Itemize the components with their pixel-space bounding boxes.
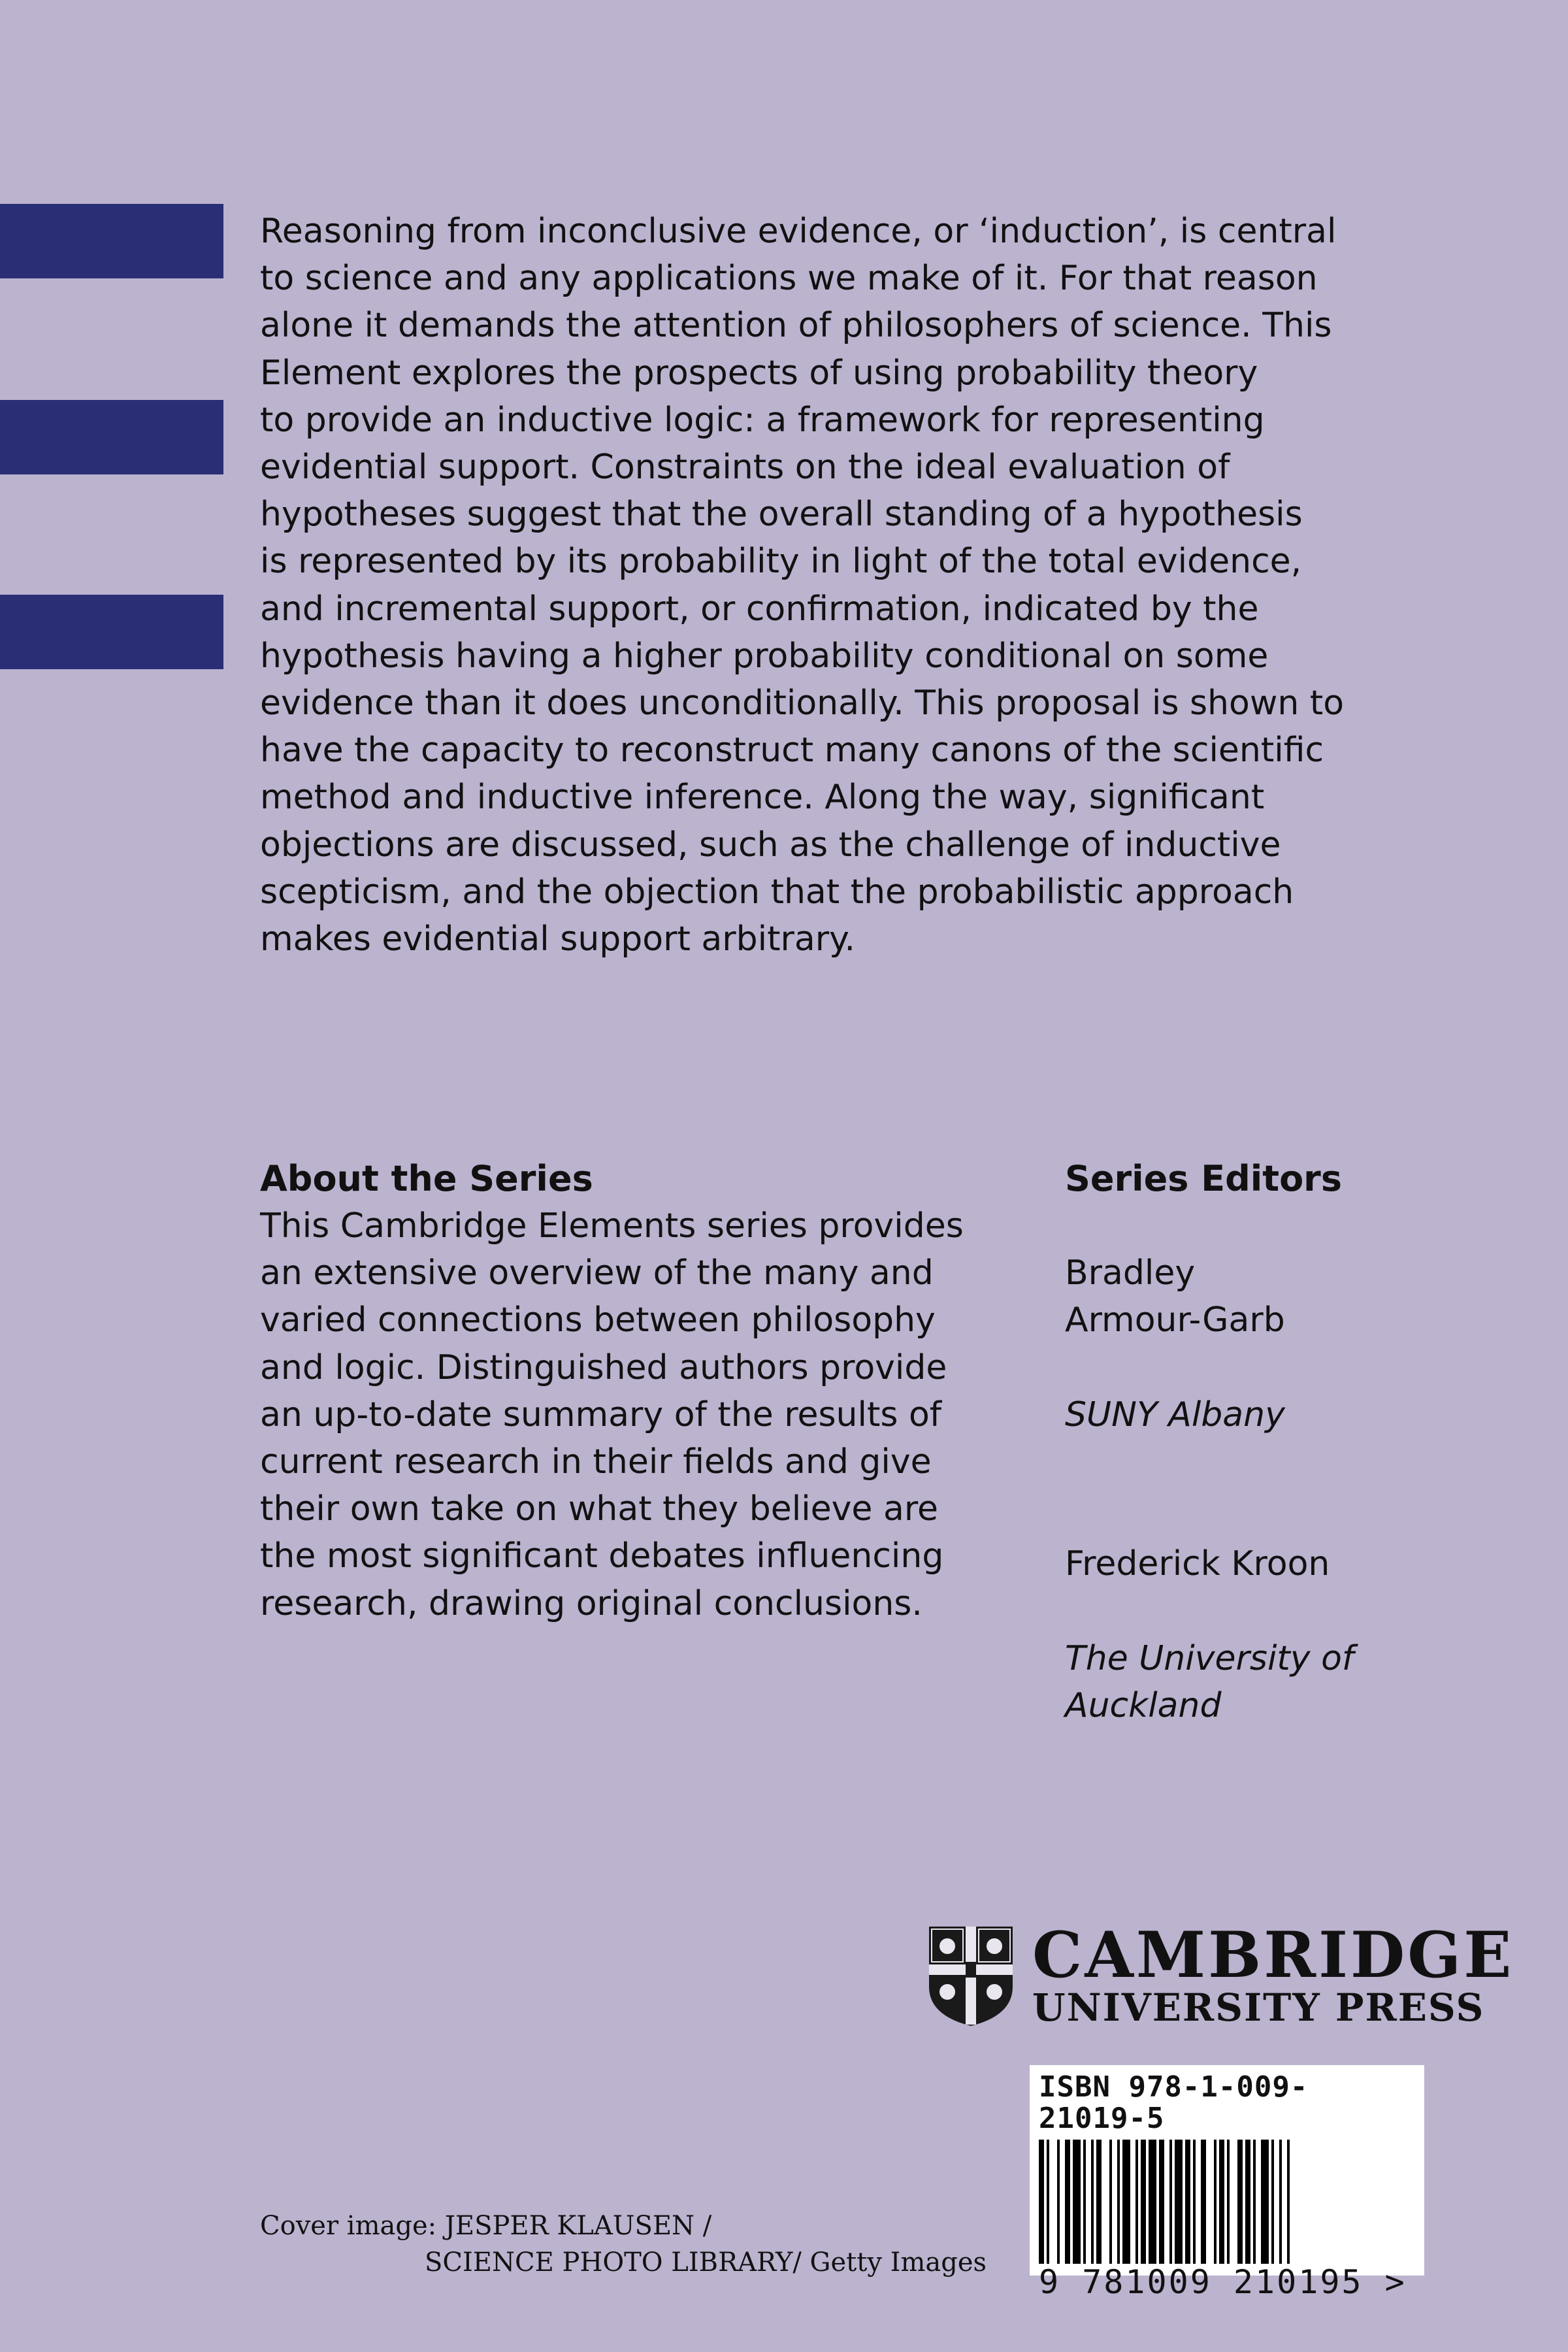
decor-bar-3	[0, 595, 223, 669]
editor-2	[1065, 1493, 1457, 1776]
credit-line-2: SCIENCE PHOTO LIBRARY/ Getty Images	[425, 2247, 987, 2277]
publisher-sub: UNIVERSITY PRESS	[1032, 1985, 1485, 2030]
series-editors	[1065, 1155, 1457, 1776]
cambridge-shield-icon	[926, 1924, 1015, 2029]
isbn-digits: 9 781009 210195 >	[1039, 2263, 1407, 2301]
editor-name: Bradley Armour-Garb	[1065, 1253, 1285, 1340]
barcode-icon	[1039, 2140, 1415, 2264]
editor-1	[1065, 1202, 1457, 1485]
decor-bar-1	[0, 204, 223, 278]
cover-image-credit	[260, 2208, 987, 2281]
book-blurb: Reasoning from inconclusive evidence, or ‘induction’, is central to science and any applications we make of it. For that reason alone it demands the attention of philosophers of science. This Element explores the prospects of using probability theory to provide an inductive logic: a framework for representing evidential support. Constraints on the ideal evaluation of hypotheses suggest that the overall standing of a hypothesis is represented by its probability in light of the total evidence, and incremental support, or confirmation, indicated by the hypothesis having a higher probability conditional on some evidence than it does unconditionally. This proposal is shown to have the capacity to reconstruct many canons of the scientific method and inductive inference. Along the way, significant objections are discussed, such as the challenge of inductive scepticism, and the objection that the probabilistic approach makes evidential support arbitrary.	[260, 212, 1345, 959]
decor-bar-2	[0, 400, 223, 474]
editor-name: Frederick Kroon	[1065, 1544, 1330, 1584]
publisher-name: CAMBRIDGE	[1032, 1918, 1514, 1992]
about-series-heading: About the Series	[260, 1158, 593, 1199]
isbn-label: ISBN 978-1-009-21019-5	[1039, 2070, 1309, 2135]
isbn-barcode	[1030, 2065, 1424, 2301]
editor-affiliation: The University of Auckland	[1065, 1638, 1354, 1726]
publisher-logo	[926, 1918, 1514, 2030]
about-series	[260, 1155, 1031, 1627]
editor-affiliation: SUNY Albany	[1065, 1395, 1285, 1434]
series-editors-heading: Series Editors	[1065, 1158, 1342, 1199]
about-series-text: This Cambridge Elements series provides an extensive overview of the many and varied connections between philosophy and logic. Distinguished authors provide an up-to-date summary of the results of current research in their fields and give their own take on what they believe are the most significant debates influencing research, drawing original conclusions.	[260, 1206, 964, 1623]
credit-line-1: Cover image: JESPER KLAUSEN /	[260, 2211, 712, 2241]
